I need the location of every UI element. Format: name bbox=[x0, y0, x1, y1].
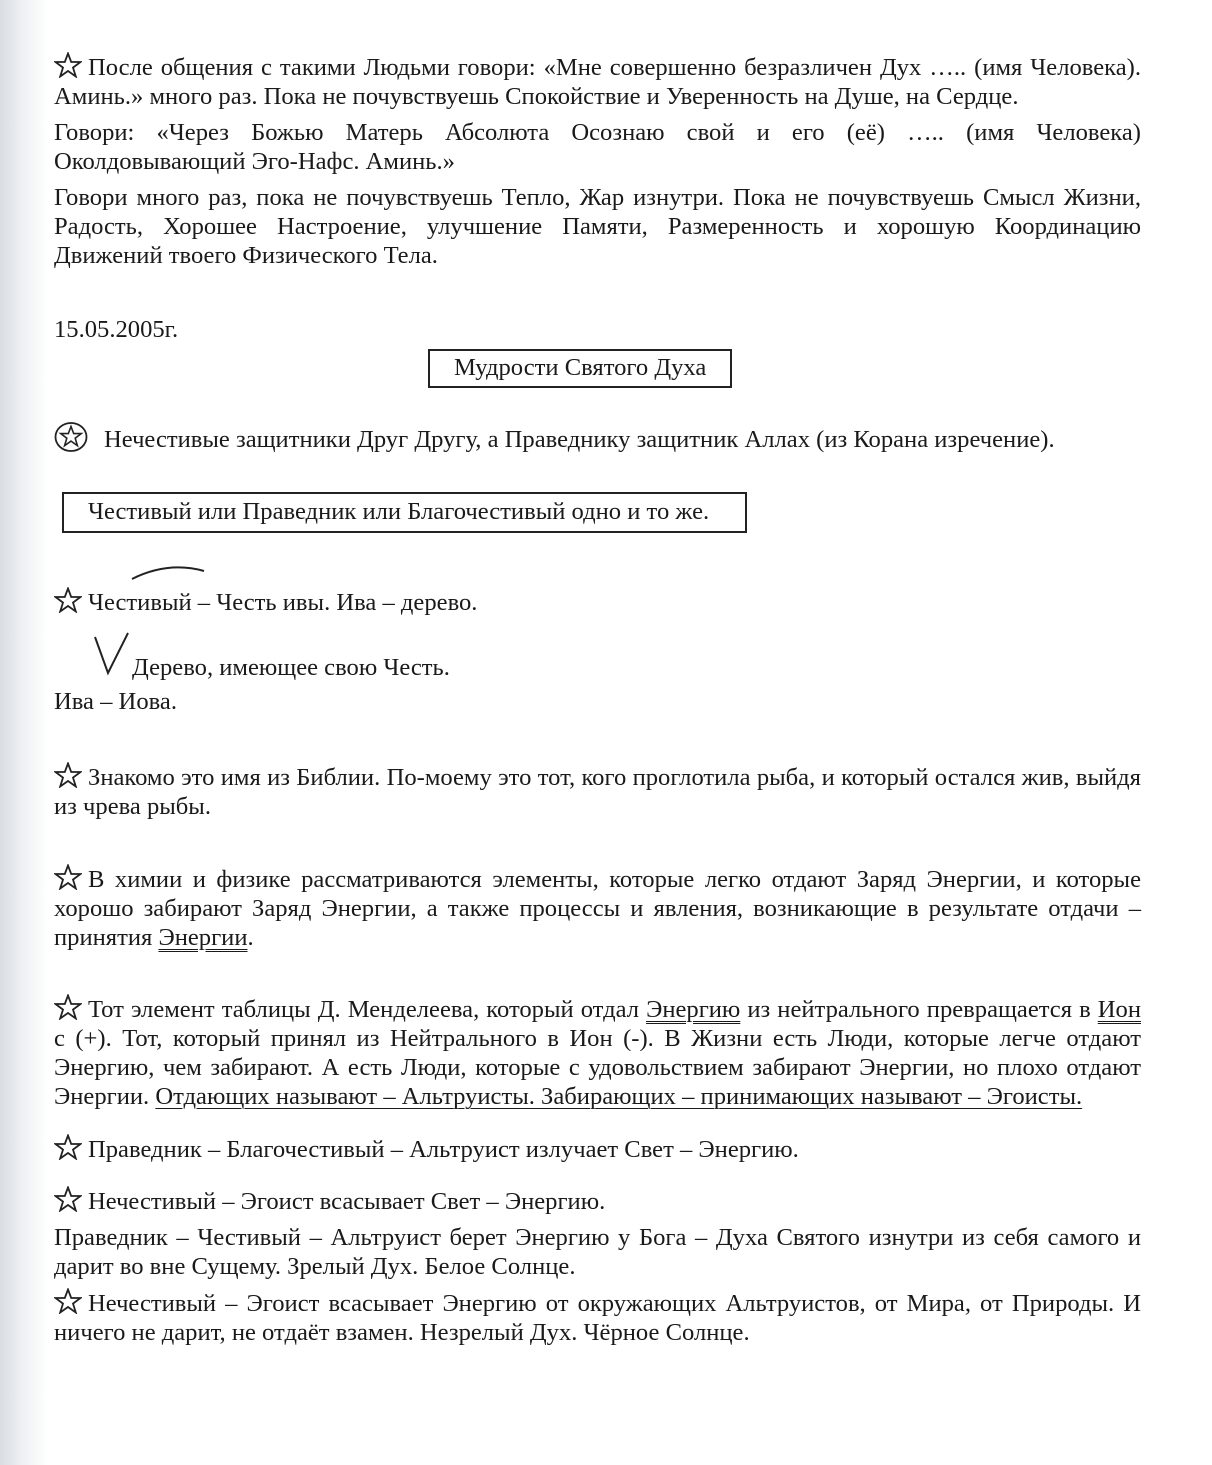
checkmark-icon bbox=[92, 629, 132, 679]
paragraph-2: Говори: «Через Божью Матерь Абсолюта Осознаю свой и его (её) ….. (имя Человека) Околдовывающий Эго-Нафс. Аминь.» bbox=[54, 119, 1141, 175]
underlined-word: Ион bbox=[1097, 996, 1141, 1023]
paragraph-10: Тот элемент таблицы Д. Менделеева, который отдал Энергию из нейтрального превращается в Ион с (+). Тот, который принял из Нейтрального в Ион (-). В Жизни есть Люди, которые легче отдают Энергию, чем забирают. А есть Люди, которые с удовольствием забирают Энергии, но плохо отдают Энергии. Отдающих называют – Альтруисты. Забирающих – принимающих называют – Эгоисты. bbox=[54, 996, 1141, 1110]
paragraph-11: Праведник – Благочестивый – Альтруист излучает Свет – Энергию. bbox=[54, 1134, 1141, 1164]
star-icon bbox=[54, 587, 82, 613]
paragraph-12: Нечестивый – Эгоист всасывает Свет – Энергию. bbox=[54, 1186, 1141, 1216]
paragraph-13: Праведник – Честивый – Альтруист берет Энергию у Бога – Духа Святого изнутри из себя самого и дарит во вне Сущему. Зрелый Дух. Белое Солнце. bbox=[54, 1224, 1141, 1280]
document-page bbox=[54, 52, 1141, 1347]
arc-stroke bbox=[128, 563, 218, 583]
section-title-box: Мудрости Святого Духа bbox=[428, 349, 732, 388]
circled-star-icon bbox=[54, 421, 90, 453]
paragraph-8: Знакомо это имя из Библии. По-моему это тот, кого проглотила рыба, и который остался жив, выйдя из чрева рыбы. bbox=[54, 764, 1141, 820]
paragraph-4: Нечестивые защитники Друг Другу, а Праведнику защитник Аллах (из Корана изречение). bbox=[54, 421, 1141, 454]
scan-edge-shadow bbox=[0, 0, 48, 1465]
star-icon bbox=[54, 52, 82, 78]
star-icon bbox=[54, 1134, 82, 1160]
paragraph-5: Честивый – Честь ивы. Ива – дерево. bbox=[54, 587, 1141, 617]
underlined-sentence: Отдающих называют – Альтруисты. Забирающих – принимающих называют – Эгоисты. bbox=[155, 1083, 1083, 1110]
star-icon bbox=[54, 1186, 82, 1212]
definition-box-row bbox=[54, 492, 1141, 533]
star-icon bbox=[54, 1288, 82, 1314]
date-line: 15.05.2005г. bbox=[54, 316, 179, 343]
paragraph-14: Нечестивый – Эгоист всасывает Энергию от окружающих Альтруистов, от Мира, от Природы. И ничего не дарит, не отдаёт взамен. Незрелый Дух. Чёрное Солнце. bbox=[54, 1290, 1141, 1346]
paragraph-7: Ива – Иова. bbox=[54, 688, 177, 715]
underlined-word: Энергии bbox=[158, 924, 248, 951]
star-icon bbox=[54, 864, 82, 890]
check-line bbox=[54, 631, 1141, 685]
check-line-text: Дерево, имеющее свою Честь. bbox=[132, 654, 450, 681]
word-arc-mark bbox=[54, 533, 1141, 579]
star-icon bbox=[54, 994, 82, 1020]
section-title-row bbox=[54, 349, 1141, 388]
paragraph-3: Говори много раз, пока не почувствуешь Тепло, Жар изнутри. Пока не почувствуешь Смысл Жизни, Радость, Хорошее Настроение, улучшение Памяти, Размеренность и хорошую Координацию Движений твоего Физического Тела. bbox=[54, 184, 1141, 269]
paragraph-1: После общения с такими Людьми говори: «Мне совершенно безразличен Дух ….. (имя Человека). Аминь.» много раз. Пока не почувствуешь Спокойствие и Уверенность на Душе, на Сердце. bbox=[54, 54, 1141, 110]
star-icon bbox=[54, 762, 82, 788]
paragraph-9: В химии и физике рассматриваются элементы, которые легко отдают Заряд Энергии, и которые хорошо забирают Заряд Энергии, а также процессы и явления, возникающие в результате отдачи – принятия Энергии. bbox=[54, 866, 1141, 951]
underlined-word: Энергию bbox=[646, 996, 741, 1023]
definition-box: Честивый или Праведник или Благочестивый одно и то же. bbox=[62, 492, 747, 533]
